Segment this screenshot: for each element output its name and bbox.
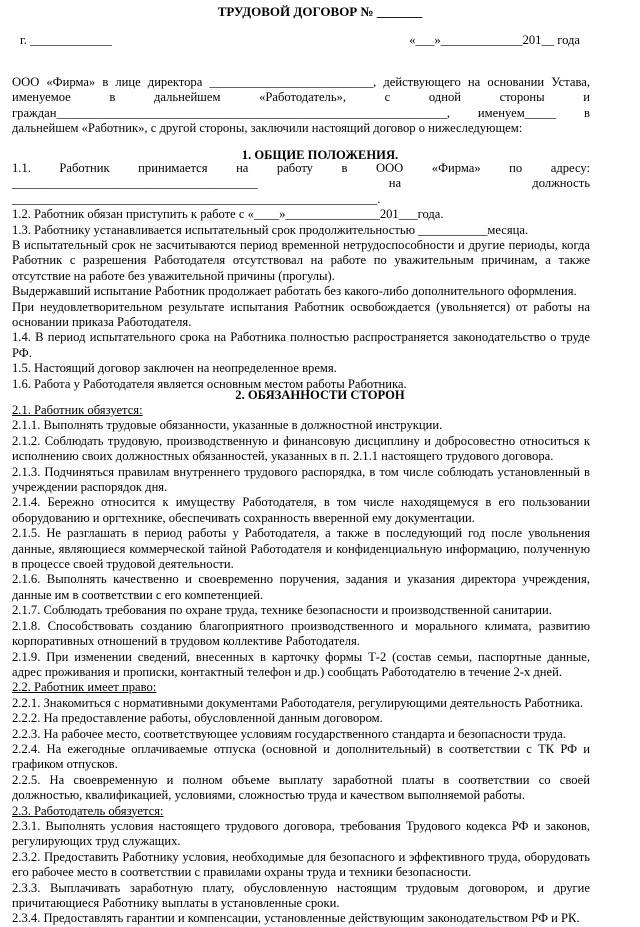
section-2-item: 2.1.8. Способствовать созданию благоприятного производственного и морального климата, развитию корпоративных отношений в трудовом коллективе Работодателя.	[12, 618, 590, 649]
section-1-item: 1.4. В период испытательного срока на Работника полностью распространяется законодательство о труде РФ.	[12, 330, 590, 360]
section-1-item: Выдержавший испытание Работник продолжает работать без какого-либо дополнительного оформления.	[12, 284, 577, 299]
section-2-item: 2.1.7. Соблюдать требования по охране труда, технике безопасности и производственной санитарии.	[12, 603, 552, 618]
parties-paragraph	[12, 75, 590, 137]
section-1-item: 1.2. Работник обязан приступить к работе с «____»_______________201___года.	[12, 207, 444, 222]
parties-text: ООО «Фирма» в лице директора __________________________, действующего на основании Устава, именуемое в дальнейшем «Работодатель», с одной стороны и граждан______________________________________________________________, именуем_____ в дальнейшем «Работник», с другой стороны, заключили настоящий договор о нижеследующем:	[12, 75, 590, 136]
section-2-item: 2.2.2. На предоставление работы, обусловленной данным договором.	[12, 711, 383, 726]
section-2-item: 2.1.1. Выполнять трудовые обязанности, указанные в должностной инструкции.	[12, 418, 443, 433]
section-2-item: 2.1.4. Бережно относится к имуществу Работодателя, в том числе находящемуся в его пользовании оборудованию и оргтехнике, обеспечивать сохранность вверенной ему документации.	[12, 495, 590, 525]
city-field: г. _____________	[20, 33, 112, 47]
subsection-heading: 2.1. Работник обязуется:	[12, 403, 143, 417]
city-date-line	[20, 33, 580, 48]
section-1-item: 1.3. Работнику устанавливается испытательный срок продолжительностью ___________месяца.	[12, 222, 529, 237]
subsection-heading: 2.3. Работодатель обязуется:	[12, 803, 164, 818]
section-2-item: 2.1.2. Соблюдать трудовую, производственную и финансовую дисциплину и добросовестно относиться к исполнению своих должностных обязанностей, указанных в п. 2.1.1 настоящего трудового договора.	[12, 433, 590, 464]
date-field: «___»_____________201__ года	[409, 33, 580, 47]
section-2-item: 2.3.2. Предоставить Работнику условия, необходимые для безопасного и эффективного труда, оборудовать его рабочее место в соответствии с правилами охраны труда и техники безопасности.	[12, 849, 590, 880]
section-1-item: В испытательный срок не засчитываются период временной нетрудоспособности и другие периоды, когда Работник с разрешения Работодателя отсутствовал на работе по уважительным причинам, а также отсутствие на работе без уважительной причины (прогулы).	[12, 238, 590, 283]
section-1-title: 1. ОБЩИЕ ПОЛОЖЕНИЯ.	[241, 148, 399, 162]
section-2-item: 2.2.1. Знакомиться с нормативными документами Работодателя, регулирующими деятельность Работника.	[12, 695, 584, 710]
section-1-item: 1.6. Работа у Работодателя является основным местом работы Работника.	[12, 376, 407, 391]
section-1-item: 1.5. Настоящий договор заключен на неопределенное время.	[12, 361, 337, 376]
section-2-item: 2.2.4. На ежегодные оплачиваемые отпуска (основной и дополнительный) в соответствии с ТК РФ и графиком отпусков.	[12, 741, 590, 772]
subsection-heading: 2.2. Работник имеет право:	[12, 680, 157, 695]
section-1-body	[12, 161, 590, 392]
section-2-item: 2.1.9. При изменении сведений, внесенных в карточку формы Т-2 (состав семьи, паспортные данные, адрес проживания и прописки, контактный телефон и др.) сообщать Работодателю в течение 2-х дней.	[12, 649, 590, 679]
section-2-item: 2.1.6. Выполнять качественно и своевременно поручения, задания и указания директора учреждения, данные им в соответствии с его компетенцией.	[12, 572, 590, 602]
section-2-title: 2. ОБЯЗАННОСТИ СТОРОН	[235, 388, 405, 402]
section-2-item: 2.1.5. Не разглашать в период работы у Работодателя, а также в последующий год после увольнения данные, являющиеся коммерческой тайной Работодателя и конфиденциальную информацию, полученную в процессе своей трудовой деятельности.	[12, 526, 590, 572]
section-1-item: 1.1. Работник принимается на работу в ООО «Фирма» по адресу: _______________________________________ на должность __________________________________________________________.	[12, 161, 590, 206]
section-2-item: 2.3.1. Выполнять условия настоящего трудового договора, требования Трудового кодекса РФ и законов, регулирующих труд служащих.	[12, 818, 590, 849]
section-2-item: 2.3.3. Выплачивать заработную плату, обусловленную настоящим трудовым договором, и другие причитающиеся Работнику выплаты в установленные сроки.	[12, 880, 590, 910]
section-2-item: 2.3.4. Предоставлять гарантии и компенсации, установленные действующим законодательством РФ и РК.	[12, 911, 580, 926]
document-title: ТРУДОВОЙ ДОГОВОР № _______	[217, 4, 423, 19]
section-1-item: При неудовлетворительном результате испытания Работник освобождается (увольняется) от работы на основании приказа Работодателя.	[12, 299, 590, 330]
section-2-item: 2.1.3. Подчиняться правилам внутреннего трудового распорядка, в том числе соблюдать установленный в учреждении распорядок дня.	[12, 464, 590, 495]
section-2-item: 2.2.5. На своевременную и полном объеме выплату заработной платы в соответствии со своей должностью, квалификацией, условиями, сложностью труда и качеством выполняемой работы.	[12, 772, 590, 803]
section-2-item: 2.2.3. На рабочее место, соответствующее условиям государственного стандарта и безопасности труда.	[12, 726, 566, 741]
section-2-body	[12, 403, 590, 927]
